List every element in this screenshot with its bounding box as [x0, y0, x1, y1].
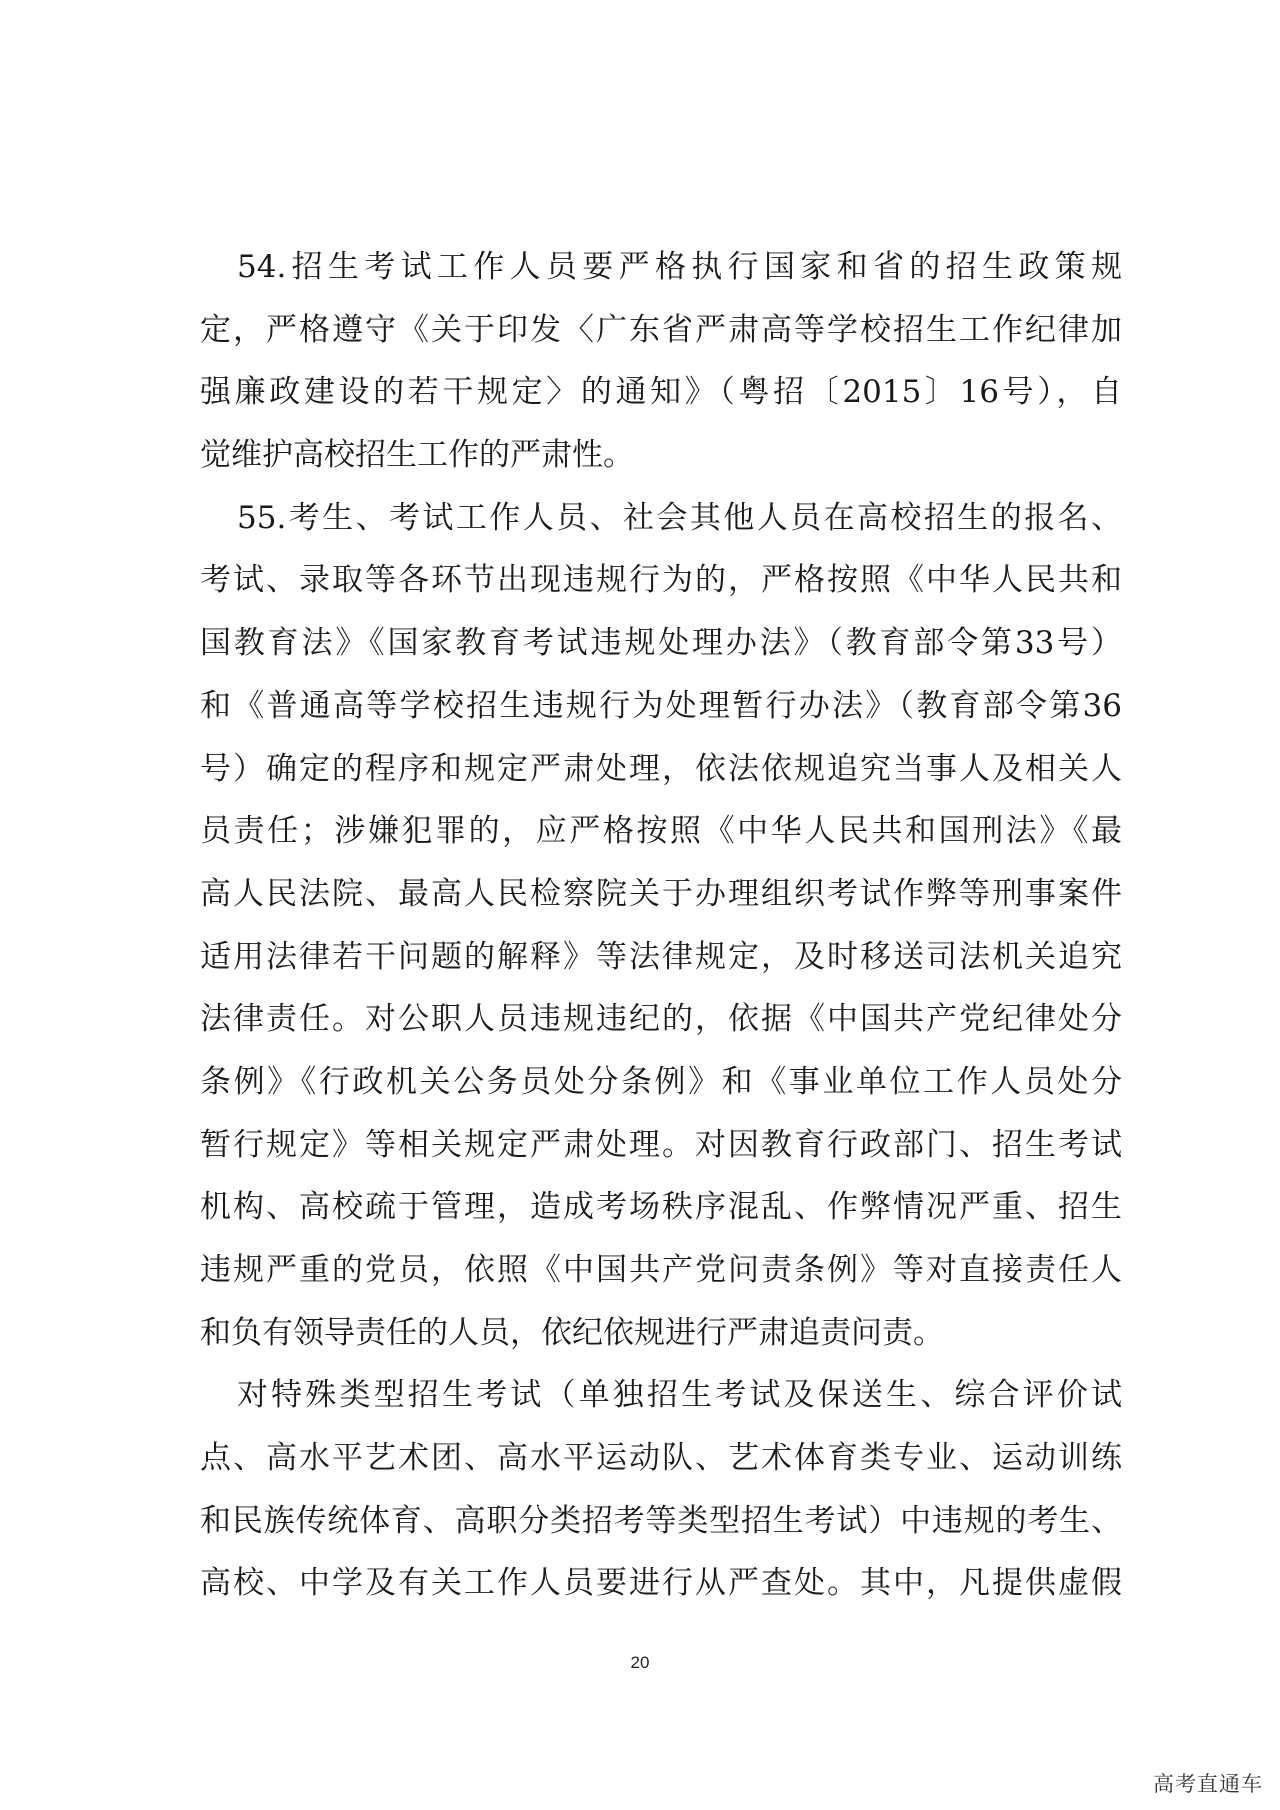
paragraph-54-line: 定，严格遵守《关于印发〈广东省严肃高等学校招生工作纪律加	[200, 311, 1122, 348]
paragraph-55-line: 国教育法》《国家教育考试违规处理办法》（教育部令第33号）	[200, 625, 1122, 662]
paragraph-special-line: 点、高水平艺术团、高水平运动队、艺术体育类专业、运动训练	[200, 1440, 1122, 1477]
paragraph-54-line: 觉维护高校招生工作的严肃性。	[200, 437, 634, 474]
paragraph-special-line: 对特殊类型招生考试（单独招生考试及保送生、综合评价试	[237, 1377, 1122, 1414]
paragraph-55-line: 考试、录取等各环节出现违规行为的，严格按照《中华人民共和	[200, 562, 1122, 599]
paragraph-55-line: 和负有领导责任的人员，依纪依规进行严肃追责问责。	[200, 1314, 944, 1351]
page-number: 20	[630, 1653, 650, 1672]
paragraph-55-line: 法律责任。对公职人员违规违纪的，依据《中国共产党纪律处分	[200, 1001, 1122, 1038]
paragraph-55-line: 员责任；涉嫌犯罪的，应严格按照《中华人民共和国刑法》《最	[200, 813, 1122, 850]
document-body	[200, 236, 1122, 1615]
paragraph-special-line: 高校、中学及有关工作人员要进行从严查处。其中，凡提供虚假	[200, 1565, 1122, 1602]
paragraph-55-line: 条例》《行政机关公务员处分条例》和《事业单位工作人员处分	[200, 1063, 1122, 1100]
paragraph-55-line: 号）确定的程序和规定严肃处理，依法依规追究当事人及相关人	[200, 750, 1122, 787]
paragraph-54-line: 54.招生考试工作人员要严格执行国家和省的招生政策规	[237, 249, 1122, 285]
paragraph-55-line: 违规严重的党员，依照《中国共产党问责条例》等对直接责任人	[200, 1252, 1122, 1288]
paragraph-55-line: 和《普通高等学校招生违规行为处理暂行办法》（教育部令第36	[200, 687, 1122, 724]
paragraph-55-line: 暂行规定》等相关规定严肃处理。对因教育行政部门、招生考试	[200, 1126, 1122, 1163]
paragraph-55-line: 适用法律若干问题的解释》等法律规定，及时移送司法机关追究	[200, 938, 1122, 975]
paragraph-55-line: 55.考生、考试工作人员、社会其他人员在高校招生的报名、	[237, 499, 1122, 536]
paragraph-55-line: 机构、高校疏于管理，造成考场秩序混乱、作弊情况严重、招生	[200, 1189, 1122, 1226]
paragraph-special-line: 和民族传统体育、高职分类招考等类型招生考试）中违规的考生、	[200, 1502, 1122, 1539]
paragraph-55-line: 高人民法院、最高人民检察院关于办理组织考试作弊等刑事案件	[200, 875, 1122, 912]
watermark-text: 高考直通车	[1153, 1772, 1263, 1796]
paragraph-54-line: 强廉政建设的若干规定〉的通知》（粤招〔2015〕16号），自	[200, 374, 1122, 411]
